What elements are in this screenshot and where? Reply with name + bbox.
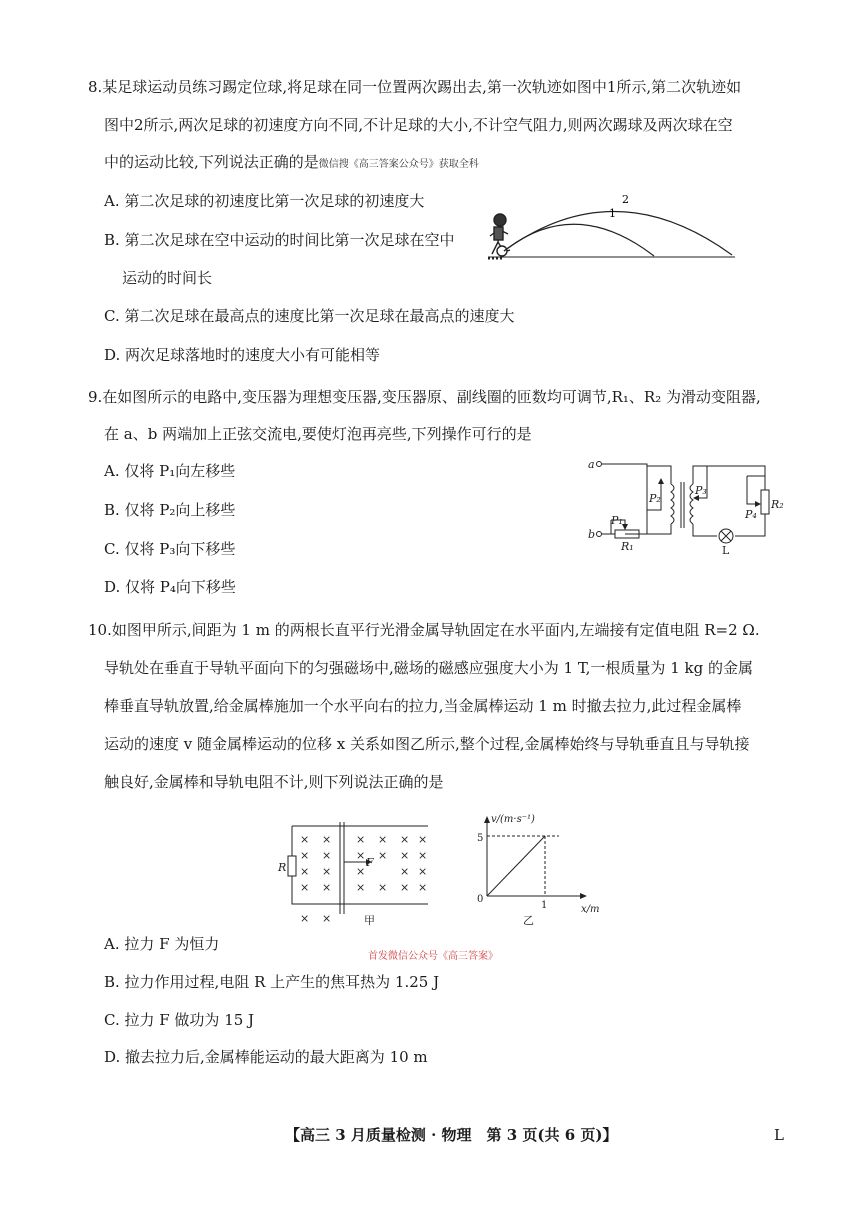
page-footer: 【高三 3 月质量检测 · 物理 第 3 页(共 6 页)】 (285, 1126, 618, 1144)
field-cross-mark: × (400, 881, 410, 894)
p4-label: P₄ (745, 508, 757, 521)
field-cross-mark: × (418, 881, 428, 894)
q8-line1: 8.某足球运动员练习踢定位球,将足球在同一位置两次踢出去,第一次轨迹如图中1所示,第二次轨迹如 (88, 78, 742, 96)
trajectory-1-label: 1 (609, 207, 616, 220)
field-cross-mark: × (300, 849, 310, 862)
q9-line1: 9.在如图所示的电路中,变压器为理想变压器,变压器原、副线圈的匝数均可调节,R₁、R₂ 为滑动变阻器, (88, 388, 761, 406)
field-cross-mark: × (378, 881, 388, 894)
field-cross-mark: × (356, 833, 366, 846)
q9-option-b: B. 仅将 P₂向上移些 (104, 501, 236, 519)
x-axis-label: x/m (581, 904, 600, 915)
q10-line5: 触良好,金属棒和导轨电阻不计,则下列说法正确的是 (104, 773, 444, 791)
field-cross-mark: × (300, 881, 310, 894)
vx-data-line (487, 836, 545, 896)
field-cross-mark: × (300, 865, 310, 878)
terminal-b-label: b (588, 528, 596, 541)
q8-option-d: D. 两次足球落地时的速度大小有可能相等 (104, 346, 381, 364)
resistor-r-label: R (278, 861, 287, 874)
p1-label: P₁ (611, 514, 623, 527)
q10-figure-vx-graph (455, 808, 615, 933)
soccer-player-icon (490, 214, 510, 256)
field-cross-mark: × (400, 865, 410, 878)
q9-option-d: D. 仅将 P₄向下移些 (104, 578, 236, 596)
q10-option-b: B. 拉力作用过程,电阻 R 上产生的焦耳热为 1.25 J (104, 973, 440, 991)
y-tick-5: 5 (477, 833, 484, 844)
lamp-label: L (722, 544, 730, 557)
p3-label: P₃ (695, 484, 707, 497)
q8-line3-text: 中的运动比较,下列说法正确的是 (104, 153, 319, 171)
q8-option-a: A. 第二次足球的初速度比第一次足球的初速度大 (104, 192, 425, 210)
q8-line3 (104, 152, 479, 175)
field-cross-mark: × (378, 833, 388, 846)
field-cross-mark: × (400, 849, 410, 862)
field-cross-mark: × (356, 865, 366, 878)
field-cross-mark: × (322, 865, 332, 878)
q10-line2: 导轨处在垂直于导轨平面向下的匀强磁场中,磁场的磁感应强度大小为 1 T,一根质量为 1 kg 的金属 (104, 659, 753, 677)
origin-label: 0 (477, 894, 484, 905)
field-cross-mark: × (418, 865, 428, 878)
q9-line2: 在 a、b 两端加上正弦交流电,要使灯泡再亮些,下列操作可行的是 (104, 425, 532, 443)
field-cross-mark: × (418, 849, 428, 862)
p2-label: P₂ (649, 492, 661, 505)
x-axis-arrow (580, 893, 587, 899)
figure-yi-caption: 乙 (523, 914, 534, 927)
field-cross-mark: × (322, 881, 332, 894)
q8-line2: 图中2所示,两次足球的初速度方向不同,不计足球的大小,不计空气阻力,则两次踢球及两次球在空 (104, 116, 733, 134)
footer-mark: L (774, 1126, 784, 1144)
q8-option-c: C. 第二次足球在最高点的速度比第一次足球在最高点的速度大 (104, 307, 515, 325)
q8-option-b-line1: B. 第二次足球在空中运动的时间比第一次足球在空中 (104, 231, 455, 249)
q8-trajectory-figure (480, 190, 742, 270)
trajectory-1 (504, 224, 654, 256)
trajectory-2 (504, 211, 732, 255)
terminal-a-label: a (588, 458, 595, 471)
q10-option-d: D. 撤去拉力后,金属棒能运动的最大距离为 10 m (104, 1048, 428, 1066)
trajectory-2-label: 2 (622, 193, 629, 206)
field-cross-mark: × (418, 833, 428, 846)
q9-circuit-diagram (585, 452, 795, 562)
q9-option-a: A. 仅将 P₁向左移些 (104, 462, 236, 480)
field-cross-mark: × (356, 849, 366, 862)
force-f-label: F (366, 856, 374, 869)
q10-figure-rails (278, 820, 438, 928)
q8-watermark: 微信搜《高三答案公众号》获取全科 (318, 159, 479, 170)
field-crosses (300, 833, 427, 925)
y-axis-label: v/(m·s⁻¹) (491, 814, 535, 825)
x-tick-1: 1 (541, 900, 548, 911)
field-cross-mark: × (322, 833, 332, 846)
figure-jia-caption: 甲 (364, 914, 375, 927)
q10-option-c: C. 拉力 F 做功为 15 J (104, 1011, 255, 1029)
y-axis-arrow (484, 816, 490, 823)
field-cross-mark: × (322, 912, 332, 925)
field-cross-mark: × (300, 833, 310, 846)
field-cross-mark: × (300, 912, 310, 925)
q10-line4: 运动的速度 v 随金属棒运动的位移 x 关系如图乙所示,整个过程,金属棒始终与导轨垂直且与导轨接 (104, 735, 750, 753)
field-cross-mark: × (322, 849, 332, 862)
q8-option-b-line2: 运动的时间长 (122, 269, 213, 287)
r2-label: R₂ (771, 498, 784, 511)
q10-line3: 棒垂直导轨放置,给金属棒施加一个水平向右的拉力,当金属棒运动 1 m 时撤去拉力,此过程金属棒 (104, 697, 742, 715)
field-cross-mark: × (378, 849, 388, 862)
q10-line1: 10.如图甲所示,间距为 1 m 的两根长直平行光滑金属导轨固定在水平面内,左端接有定值电阻 R=2 Ω. (88, 621, 760, 639)
q10-watermark: 首发微信公众号《高三答案》 (368, 951, 498, 962)
field-cross-mark: × (400, 833, 410, 846)
r1-label: R₁ (621, 540, 634, 553)
field-cross-mark: × (356, 881, 366, 894)
q9-option-c: C. 仅将 P₃向下移些 (104, 540, 236, 558)
q10-option-a: A. 拉力 F 为恒力 (104, 935, 220, 953)
